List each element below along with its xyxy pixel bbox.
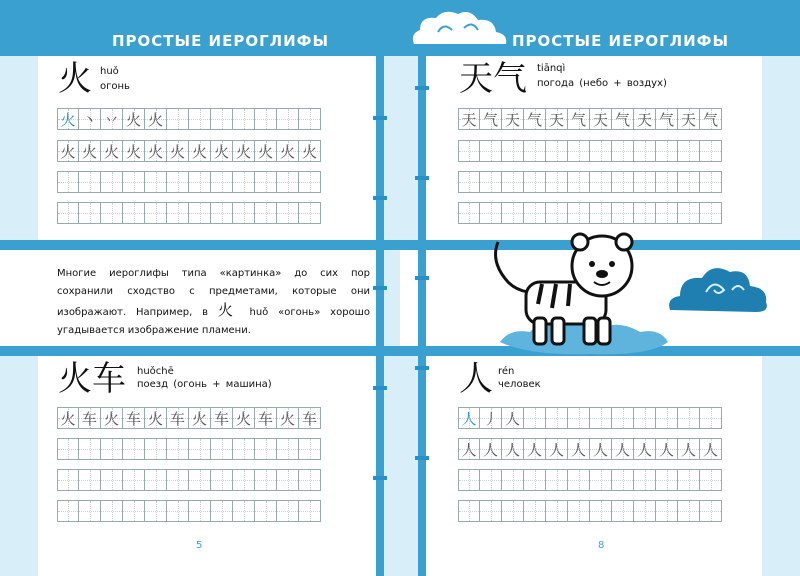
cell-character: 人 [636,441,652,459]
entry-meaning: поезд (огонь + машина) [137,379,272,390]
practice-row [458,140,722,162]
practice-cell [57,500,79,522]
bamboo-decoration [368,56,392,576]
cell-character: 火 [147,143,163,161]
practice-cell [700,500,722,522]
page-number: 5 [196,540,203,551]
practice-cell [145,438,167,460]
practice-cell [167,202,189,224]
practice-cell [123,407,145,429]
practice-cell [299,140,321,162]
practice-row [458,500,722,522]
cell-character: 人 [482,441,498,459]
practice-cell [458,500,480,522]
practice-cell [101,500,123,522]
practice-cell [502,469,524,491]
practice-cell [524,407,546,429]
practice-cell [458,171,480,193]
practice-row [458,438,722,460]
practice-cell [524,171,546,193]
practice-row [458,407,722,429]
practice-cell [590,171,612,193]
practice-cell [211,500,233,522]
cell-character: 火 [60,111,76,129]
bamboo-decoration-right [410,56,434,576]
practice-cell [568,171,590,193]
cell-character: 人 [680,441,696,459]
cell-character: 丶 [81,111,97,129]
practice-cell [524,438,546,460]
cell-character: 人 [592,441,608,459]
practice-cell [211,438,233,460]
entry-character: 天气 [459,59,527,99]
practice-cell [79,140,101,162]
entry-pinyin: tiānqì [537,63,566,74]
practice-cell [145,108,167,130]
practice-cell [299,469,321,491]
practice-cell [590,438,612,460]
practice-cell [458,407,480,429]
practice-cell [612,202,634,224]
cell-character: 人 [570,441,586,459]
practice-cell [79,469,101,491]
practice-cell [502,171,524,193]
practice-row [458,202,722,224]
practice-cell [145,469,167,491]
practice-cell [568,140,590,162]
practice-cell [656,500,678,522]
practice-cell [700,407,722,429]
entry-meaning: погода (небо + воздух) [537,78,667,89]
practice-cell [634,407,656,429]
practice-cell [145,171,167,193]
practice-cell [211,407,233,429]
cell-character: 火 [257,143,273,161]
practice-cell [167,108,189,130]
practice-cell [255,171,277,193]
practice-row [57,171,321,193]
practice-cell [211,108,233,130]
practice-cell [480,500,502,522]
cell-character: 火 [191,143,207,161]
practice-cell [189,407,211,429]
practice-cell [167,407,189,429]
practice-cell [167,438,189,460]
practice-cell [502,202,524,224]
practice-cell [634,171,656,193]
practice-cell [189,108,211,130]
practice-cell [502,407,524,429]
cell-character: 车 [213,410,229,428]
practice-cell [700,108,722,130]
cell-character: 天 [636,111,652,129]
practice-cell [211,171,233,193]
practice-row [57,202,321,224]
practice-cell [277,108,299,130]
cell-character: 气 [614,111,630,129]
practice-cell [568,469,590,491]
practice-cell [656,438,678,460]
practice-cell [678,438,700,460]
practice-cell [211,140,233,162]
practice-cell [546,171,568,193]
practice-cell [612,407,634,429]
practice-cell [167,469,189,491]
practice-cell [634,469,656,491]
right-header-title: ПРОСТЫЕ ИЕРОГЛИФЫ [512,32,730,50]
practice-cell [79,407,101,429]
cell-character: 人 [614,441,630,459]
cell-character: 火 [213,143,229,161]
practice-cell [57,171,79,193]
practice-cell [145,140,167,162]
practice-cell [189,171,211,193]
practice-cell [678,108,700,130]
practice-cell [189,438,211,460]
practice-cell [167,500,189,522]
practice-row [57,108,321,130]
practice-cell [458,438,480,460]
practice-cell [568,407,590,429]
practice-cell [145,407,167,429]
practice-cell [524,140,546,162]
practice-cell [233,407,255,429]
practice-cell [233,500,255,522]
practice-cell [123,500,145,522]
practice-cell [502,140,524,162]
practice-row [57,500,321,522]
practice-cell [277,202,299,224]
cell-character: 人 [526,441,542,459]
practice-row [458,469,722,491]
practice-cell [101,202,123,224]
practice-cell [233,202,255,224]
practice-cell [590,407,612,429]
practice-cell [656,140,678,162]
practice-cell [123,469,145,491]
practice-cell [480,469,502,491]
practice-cell [590,469,612,491]
practice-cell [590,140,612,162]
practice-cell [79,108,101,130]
cell-character: 天 [548,111,564,129]
practice-cell [277,140,299,162]
practice-row [57,407,321,429]
practice-cell [480,140,502,162]
cell-character: 火 [147,410,163,428]
practice-cell [255,500,277,522]
practice-cell [255,140,277,162]
practice-cell [189,140,211,162]
entry-pinyin: rén [498,366,515,377]
cell-character: 人 [461,441,477,459]
cell-character: 人 [658,441,674,459]
cell-character: 人 [504,441,520,459]
practice-cell [656,407,678,429]
entry-character: 人 [459,359,493,399]
cell-character: 人 [461,410,477,428]
cell-character: 天 [592,111,608,129]
practice-cell [546,469,568,491]
cell-character: 车 [125,410,141,428]
practice-cell [700,202,722,224]
practice-cell [299,171,321,193]
practice-cell [101,140,123,162]
left-middle-band-top [0,240,400,250]
practice-cell [480,438,502,460]
practice-cell [480,202,502,224]
practice-cell [255,438,277,460]
practice-cell [634,202,656,224]
practice-cell [57,202,79,224]
practice-cell [700,469,722,491]
practice-cell [656,202,678,224]
practice-cell [546,108,568,130]
practice-cell [57,438,79,460]
practice-cell [502,438,524,460]
practice-cell [546,140,568,162]
practice-cell [612,171,634,193]
practice-cell [79,500,101,522]
tiger-illustration [490,232,690,362]
practice-cell [634,438,656,460]
cloud-icon [408,6,512,50]
practice-cell [678,500,700,522]
practice-cell [123,171,145,193]
practice-cell [277,469,299,491]
practice-cell [189,500,211,522]
practice-cell [189,202,211,224]
practice-cell [79,202,101,224]
practice-cell [678,140,700,162]
practice-cell [590,500,612,522]
cell-character: 火 [279,410,295,428]
practice-cell [546,407,568,429]
practice-cell [502,500,524,522]
practice-cell [233,108,255,130]
practice-cell [277,438,299,460]
practice-cell [57,108,79,130]
entry-character: 火车 [58,359,126,399]
practice-cell [480,108,502,130]
practice-cell [568,202,590,224]
practice-cell [233,171,255,193]
cell-character: 火 [125,111,141,129]
practice-cell [590,202,612,224]
practice-cell [612,140,634,162]
practice-cell [524,202,546,224]
cell-character: 人 [702,441,718,459]
practice-cell [634,108,656,130]
practice-cell [656,108,678,130]
practice-cell [524,500,546,522]
practice-cell [277,407,299,429]
practice-cell [101,438,123,460]
description-paragraph: Многие иероглифы типа «картинка» до сих пор сохранили сходство с предметами, которые они изображают. Например, в 火 huǒ «огонь» хорошо угадывается изображение пламени. [57,268,370,336]
practice-cell [211,469,233,491]
cell-character: 火 [301,143,317,161]
practice-cell [458,202,480,224]
practice-cell [255,469,277,491]
cell-character: 车 [81,410,97,428]
cloud-icon [666,262,770,318]
practice-cell [480,407,502,429]
practice-row [57,438,321,460]
practice-cell [524,469,546,491]
practice-cell [57,140,79,162]
left-header-title: ПРОСТЫЕ ИЕРОГЛИФЫ [112,32,330,50]
practice-cell [189,469,211,491]
cell-character: 火 [60,410,76,428]
practice-cell [678,202,700,224]
practice-cell [546,438,568,460]
practice-cell [79,438,101,460]
practice-cell [167,171,189,193]
practice-cell [568,438,590,460]
cell-character: 气 [526,111,542,129]
practice-row [458,108,722,130]
cell-character: 车 [257,410,273,428]
practice-cell [700,438,722,460]
practice-cell [123,438,145,460]
practice-cell [612,438,634,460]
cell-character: 气 [570,111,586,129]
practice-cell [458,108,480,130]
cell-character: 火 [235,143,251,161]
page-number: 8 [598,540,605,551]
practice-cell [480,171,502,193]
practice-row [458,171,722,193]
cell-character: 火 [103,143,119,161]
practice-cell [101,407,123,429]
cell-character: 火 [81,143,97,161]
practice-cell [145,202,167,224]
practice-cell [656,469,678,491]
practice-cell [101,171,123,193]
entry-character: 火 [58,59,92,99]
practice-cell [123,202,145,224]
cell-character: 火 [125,143,141,161]
practice-row [57,140,321,162]
practice-cell [546,202,568,224]
practice-cell [568,500,590,522]
practice-cell [299,438,321,460]
cell-character: 气 [658,111,674,129]
practice-cell [277,500,299,522]
cell-character: 人 [548,441,564,459]
practice-cell [167,140,189,162]
practice-cell [299,108,321,130]
practice-cell [233,438,255,460]
practice-cell [57,469,79,491]
practice-cell [458,140,480,162]
practice-cell [255,108,277,130]
entry-pinyin: huǒ [100,66,119,77]
practice-cell [123,108,145,130]
cell-character: 火 [279,143,295,161]
practice-cell [590,108,612,130]
cell-character: 火 [169,143,185,161]
cell-character: 天 [680,111,696,129]
practice-cell [255,202,277,224]
practice-row [57,469,321,491]
cell-character: 火 [191,410,207,428]
practice-cell [145,500,167,522]
inline-character: 火 [217,301,240,319]
cell-character: 气 [482,111,498,129]
practice-cell [233,140,255,162]
practice-cell [612,469,634,491]
practice-cell [634,500,656,522]
practice-cell [101,469,123,491]
practice-cell [233,469,255,491]
practice-cell [299,202,321,224]
practice-cell [79,171,101,193]
practice-cell [568,108,590,130]
entry-pinyin: huǒchē [137,366,174,377]
cell-character: 火 [147,111,163,129]
cell-character: 车 [301,410,317,428]
practice-cell [634,140,656,162]
practice-cell [502,108,524,130]
practice-cell [678,469,700,491]
practice-cell [700,171,722,193]
practice-cell [101,108,123,130]
practice-cell [612,500,634,522]
practice-cell [700,140,722,162]
practice-cell [546,500,568,522]
practice-cell [299,500,321,522]
entry-meaning: огонь [100,81,130,92]
practice-cell [656,171,678,193]
practice-cell [255,407,277,429]
practice-cell [299,407,321,429]
practice-cell [458,469,480,491]
cell-character: 车 [169,410,185,428]
cell-character: 火 [103,410,119,428]
cell-character: 天 [461,111,477,129]
practice-cell [612,108,634,130]
practice-cell [211,202,233,224]
entry-meaning: человек [498,379,541,390]
practice-cell [123,140,145,162]
cell-character: 丷 [103,111,119,129]
cell-character: 人 [504,410,520,428]
practice-cell [57,407,79,429]
cell-character: 天 [504,111,520,129]
practice-cell [678,171,700,193]
cell-character: 火 [60,143,76,161]
practice-cell [524,108,546,130]
practice-cell [277,171,299,193]
cell-character: 气 [702,111,718,129]
practice-cell [678,407,700,429]
cell-character: 丿 [482,410,498,428]
cell-character: 火 [235,410,251,428]
left-middle-band-bottom [0,346,400,356]
